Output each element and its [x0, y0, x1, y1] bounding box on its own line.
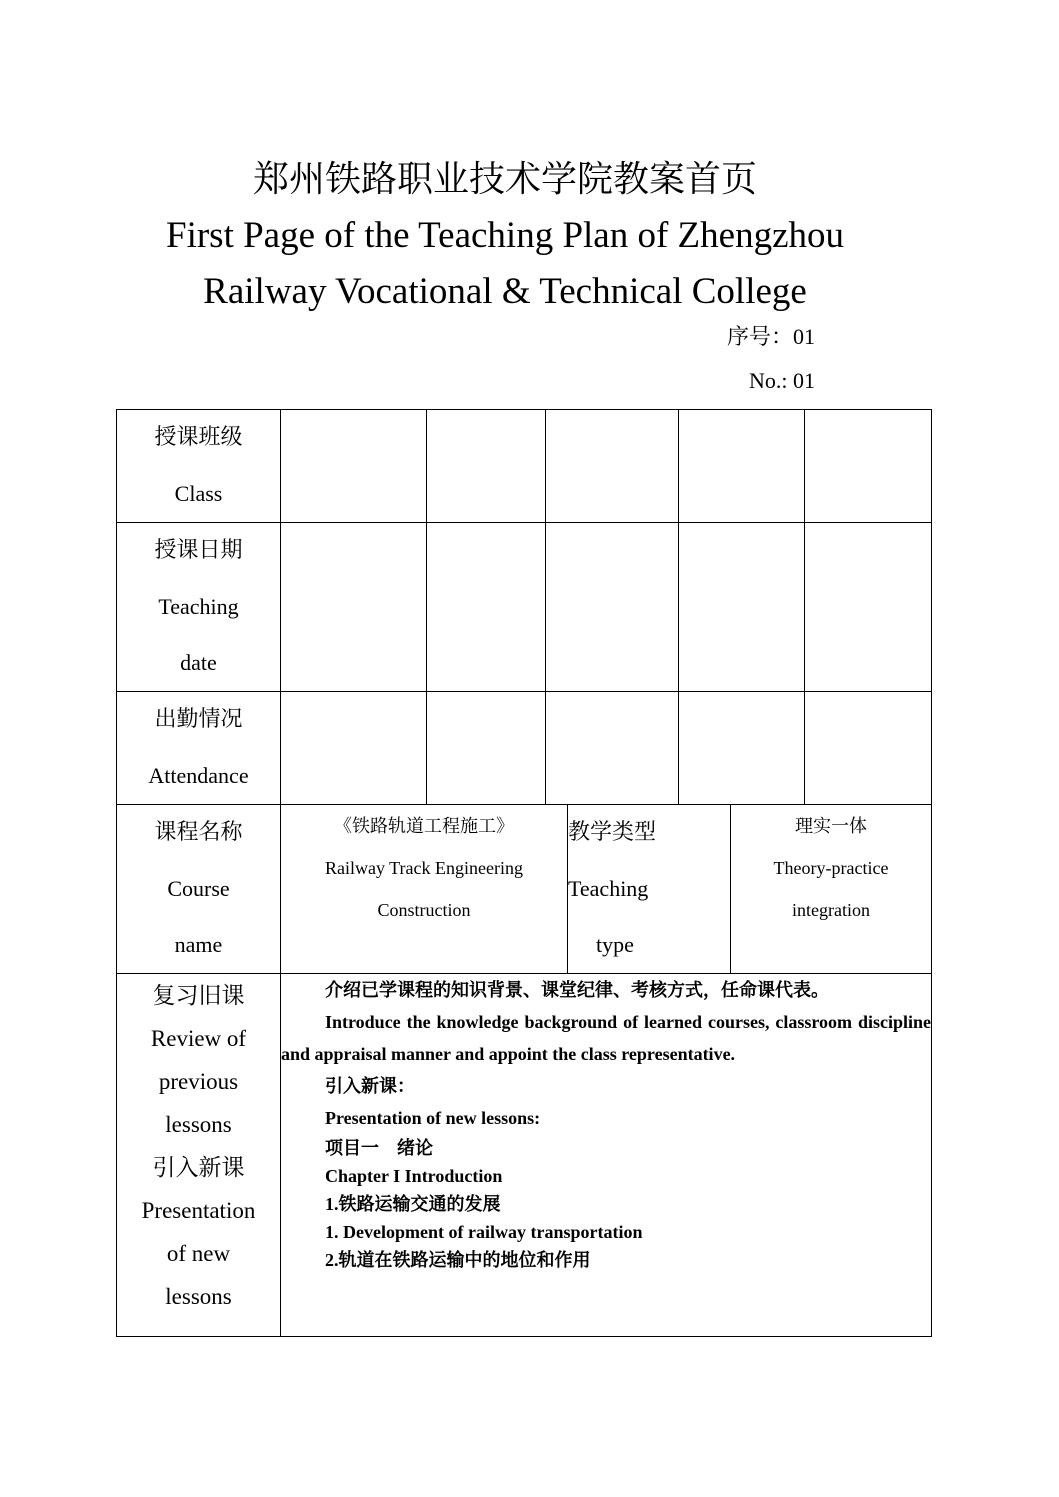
- row-teaching-date: [117, 523, 932, 692]
- review-label-line: lessons: [165, 1112, 232, 1137]
- attendance-cell-4: [679, 692, 805, 805]
- attendance-cell-5: [805, 692, 932, 805]
- class-cell-5: [805, 410, 932, 523]
- attendance-label-cn: 出勤情况: [154, 707, 243, 732]
- review-label-line: Presentation: [141, 1198, 256, 1223]
- title-english-line-2: Railway Vocational & Technical College: [203, 271, 807, 312]
- intro-en: Introduce the knowledge background of learned courses, classroom discipline and appraisal manner and appoint the class representative.: [281, 1012, 931, 1064]
- row-review: [117, 974, 932, 1337]
- class-cell-2: [427, 410, 546, 523]
- item-1-cn: 1.铁路运输交通的发展: [325, 1194, 501, 1214]
- date-cell-4: [679, 523, 805, 692]
- course-label-cn: 课程名称: [154, 820, 243, 845]
- teaching-type-label-cn: 教学类型: [568, 820, 657, 845]
- course-name-value: [281, 805, 568, 974]
- document-title: [0, 152, 1010, 320]
- teaching-type-value-cn: 理实一体: [795, 816, 867, 836]
- row-course: [117, 805, 932, 974]
- review-label: [117, 974, 281, 1337]
- serial-number-english: No.: 01: [749, 368, 815, 393]
- attendance-cell-1: [281, 692, 427, 805]
- new-lesson-en: Presentation of new lessons:: [325, 1108, 541, 1128]
- serial-number-chinese: 序号：01: [726, 324, 815, 349]
- class-cell-4: [679, 410, 805, 523]
- course-label-en-2: name: [174, 932, 223, 957]
- date-cell-5: [805, 523, 932, 692]
- item-1-en: 1. Development of railway transportation: [325, 1222, 643, 1242]
- class-label-cn: 授课班级: [154, 425, 243, 450]
- teaching-type-label: [568, 805, 731, 974]
- course-label-en-1: Course: [167, 876, 230, 901]
- review-label-line: 引入新课: [152, 1155, 245, 1180]
- teaching-type-value-en-1: Theory-practice: [773, 858, 889, 878]
- review-content: [281, 974, 932, 1337]
- attendance-cell-3: [546, 692, 679, 805]
- teaching-type-label-en-1: Teaching: [568, 876, 649, 901]
- class-cell-1: [281, 410, 427, 523]
- review-label-line: 复习旧课: [152, 983, 245, 1008]
- title-chinese: 郑州铁路职业技术学院教案首页: [252, 159, 757, 200]
- review-label-line: lessons: [165, 1284, 232, 1309]
- item-2-cn: 2.轨道在铁路运输中的地位和作用: [325, 1250, 591, 1270]
- row-attendance: [117, 692, 932, 805]
- intro-cn: 介绍已学课程的知识背景、课堂纪律、考核方式，任命课代表。: [325, 980, 829, 1000]
- date-label-cn: 授课日期: [154, 538, 243, 563]
- date-label-en-1: Teaching: [158, 594, 239, 619]
- class-label: [117, 410, 281, 523]
- attendance-label-en: Attendance: [148, 763, 249, 788]
- date-cell-2: [427, 523, 546, 692]
- course-name-en-1: Railway Track Engineering: [325, 858, 523, 878]
- review-label-line: Review of: [150, 1026, 247, 1051]
- chapter-en: Chapter I Introduction: [325, 1166, 503, 1186]
- review-label-line: previous: [158, 1069, 239, 1094]
- chapter-cn: 项目一 绪论: [325, 1138, 433, 1158]
- course-label: [117, 805, 281, 974]
- row-class: [117, 410, 932, 523]
- new-lesson-cn: 引入新课：: [325, 1076, 415, 1096]
- teaching-plan-table: [116, 409, 932, 1337]
- attendance-label: [117, 692, 281, 805]
- teaching-type-value-en-2: integration: [792, 900, 870, 920]
- date-label: [117, 523, 281, 692]
- attendance-cell-2: [427, 692, 546, 805]
- class-cell-3: [546, 410, 679, 523]
- review-label-line: of new: [166, 1241, 231, 1266]
- class-label-en: Class: [174, 481, 223, 506]
- date-cell-3: [546, 523, 679, 692]
- course-name-cn: 《铁路轨道工程施工》: [334, 816, 514, 836]
- teaching-type-value: [731, 805, 932, 974]
- course-name-en-2: Construction: [377, 900, 471, 920]
- teaching-type-label-en-2: type: [596, 932, 634, 957]
- date-label-en-2: date: [180, 650, 217, 675]
- date-cell-1: [281, 523, 427, 692]
- title-english-line-1: First Page of the Teaching Plan of Zhengzhou: [166, 215, 844, 256]
